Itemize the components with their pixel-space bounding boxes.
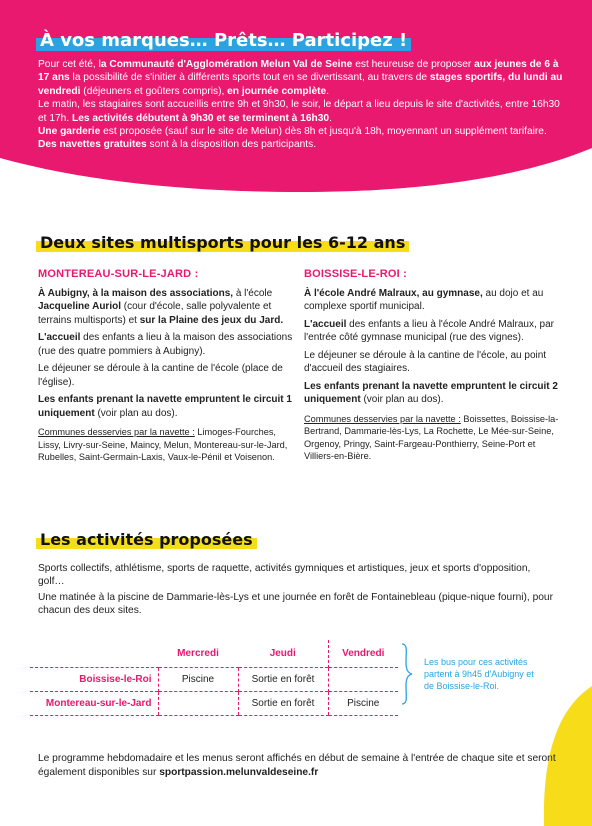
schedule-corner [30,640,158,667]
schedule-cell [328,667,398,691]
site-shuttle: Les enfants prenant la navette empruntent le circuit 1 uniquement (voir plan au dos). [38,394,292,419]
schedule-table [30,640,398,716]
day-header: Vendredi [328,640,398,667]
site-lunch: Le déjeuner se déroule à la cantine de l'école (place de l'église). [38,363,283,388]
activities-text [38,562,558,620]
intro-paragraph-1: Pour cet été, la Communauté d'Agglomération Melun Val de Seine est heureuse de proposer aux jeunes de 6 à 17 ans la possibilité de s'initier à différents sports tout en se divertissant, au travers de stages sportifs, du lundi au vendredi (déjeuners et goûters compris), en journée complète. [38,59,563,97]
site-location: À l'école André Malraux, au gymnase, au dojo et au complexe sportif municipal. [304,287,544,312]
schedule-cell: Piscine [158,667,238,691]
site-montereau [38,268,294,468]
site-lunch: Le déjeuner se déroule à la cantine de l'école, au point d'accueil des stagiaires. [304,349,547,374]
site-heading: MONTEREAU-SUR-LE-JARD : [38,268,199,280]
schedule-cell: Sortie en forêt [238,691,328,715]
intro-paragraph-4: Des navettes gratuites sont à la disposition des participants. [38,139,317,151]
day-header: Jeudi [269,647,296,659]
schedule-cell: Piscine [328,691,398,715]
site-welcome: L'accueil des enfants a lieu à l'école André Malraux, par l'entrée côté gymnase municipal (rue des vignes). [304,318,554,343]
site-welcome: L'accueil des enfants a lieu à la maison des associations (rue des quatre pommiers à Aubigny). [38,332,293,357]
activities-paragraph-2: Une matinée à la piscine de Dammarie-lès-Lys et une journée en forêt de Fontainebleau (pique-nique fourni), pour chacun des deux sites. [38,591,553,617]
intro-paragraph-2: Le matin, les stagiaires sont accueillis entre 9h et 9h30, le soir, le départ a lieu depuis le site d'activités, entre 16h30 et 17h. Les activités débutent à 9h30 et se terminent à 16h30. [38,99,560,124]
schedule-row-label: Montereau-sur-le-Jard [30,691,158,715]
day-header: Mercredi [177,647,219,659]
intro-paragraph-3: Une garderie est proposée (sauf sur le site de Melun) dès 8h et jusqu'à 18h, moyennant un supplément tarifaire. [38,126,547,138]
schedule-row-label: Boissise-le-Roi [30,667,158,691]
schedule-cell [158,691,238,715]
multisport-title: Deux sites multisports pour les 6-12 ans [36,233,409,252]
site-shuttle: Les enfants prenant la navette empruntent le circuit 2 uniquement (voir plan au dos). [304,380,558,405]
website-link[interactable]: sportpassion.melunvaldeseine.fr [159,766,319,778]
activities-title: Les activités proposées [36,530,257,549]
footer-text: Le programme hebdomadaire et les menus seront affichés en début de semaine à l'entrée de chaque site et seront également disponibles sur sportpassion.melunvaldeseine.fr [38,753,556,778]
site-communes: Communes desservies par la navette : Limoges-Fourches, Lissy, Livry-sur-Seine, Maincy, Melun, Montereau-sur-le-Jard, Rubelles, Saint-Germain-Laxis, Vaux-le-Pénil et Voisenon. [38,427,288,462]
schedule-row [30,667,398,691]
site-heading: BOISSISE-LE-ROI : [304,268,408,280]
brace-icon [400,642,414,706]
intro-title: À vos marques… Prêts… Participez ! [36,30,411,51]
activities-paragraph-1: Sports collectifs, athlétisme, sports de raquette, activités gymniques et artistiques, jeux et sports d'opposition, golf… [38,563,531,588]
site-boissise [304,268,562,467]
intro-text [38,58,568,152]
bus-note: Les bus pour ces activités partent à 9h45 d'Aubigny et de Boissise-le-Roi. [424,657,534,691]
schedule-row [30,691,398,715]
site-communes: Communes desservies par la navette : Boissettes, Boissise-la-Bertrand, Dammarie-lès-Lys, La Rochette, Le Mée-sur-Seine, Orgenoy, Pringy, Saint-Fargeau-Ponthierry, Seine-Port et Villiers-en-Bière. [304,413,559,461]
schedule-header-row [30,640,398,667]
site-location: À Aubigny, à la maison des associations, à l'école Jacqueline Auriol (cour d'école, salle polyvalente et terrains multisports) et sur la Plaine des jeux du Jard. [38,287,284,326]
schedule-cell: Sortie en forêt [238,667,328,691]
